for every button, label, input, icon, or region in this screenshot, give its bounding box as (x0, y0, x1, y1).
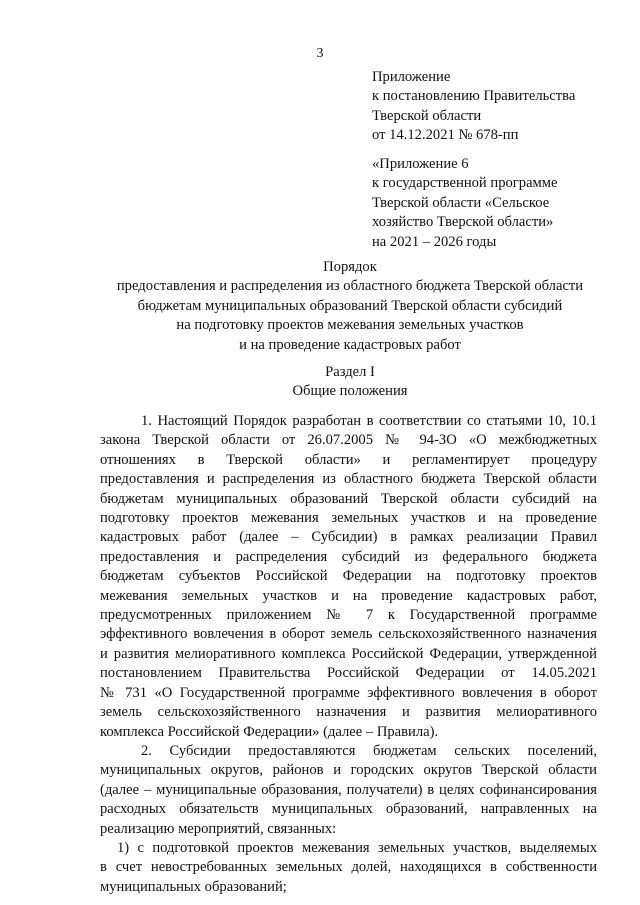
paragraph-line: бюджетам субъектов Российской Федерации на подготовку проектов (100, 568, 597, 585)
paragraph-line: расходных обязательств муниципальных образований, направленных на (100, 801, 597, 818)
attachment-header-line: к постановлению Правительства (372, 88, 576, 105)
title-line: на подготовку проектов межевания земельных участков (176, 317, 524, 334)
paragraph-line: межевания земельных участков и на проведение кадастровых работ, (100, 587, 597, 604)
section-name: Общие положения (292, 383, 408, 400)
attachment-header-line: Приложение (372, 69, 451, 85)
paragraph-line: эффективного вовлечения в оборот земель сельскохозяйственного назначения (100, 626, 597, 643)
paragraph-line: муниципальных округов, районов и городских округов Тверской области (100, 762, 597, 779)
program-attachment-line: на 2021 – 2026 годы (372, 233, 497, 250)
paragraph-line: отношениях в Тверской области» и регламентирует процедуру (100, 451, 597, 468)
paragraph-line: предоставления и распределения субсидий из федерального бюджета (100, 548, 597, 565)
paragraph-line: 1) с подготовкой проектов межевания земельных участков, выделяемых (117, 839, 597, 856)
title-line: Порядок (323, 259, 377, 275)
paragraph-line: постановлением Правительства Российской Федерации от 14.05.2021 (100, 665, 597, 682)
section-heading (60, 363, 640, 402)
paragraph-line: закона Тверской области от 26.07.2005 № 94-ЗО «О межбюджетных (100, 432, 597, 449)
paragraph-line: (далее – муниципальные образования, получатели) в целях софинансирования (100, 781, 597, 798)
program-attachment-line: хозяйство Тверской области» (372, 214, 554, 231)
paragraph-line: муниципальных образований; (100, 878, 287, 895)
attachment-header (372, 68, 612, 146)
document-title (60, 258, 640, 355)
paragraph-line: реализацию мероприятий, связанных: (100, 820, 337, 837)
paragraph-line: комплекса Российской Федерации» (далее – Правила). (100, 723, 439, 740)
body-text (100, 412, 597, 897)
attachment-header-line: Тверской области (372, 107, 482, 124)
paragraph-line: и развития мелиоративного комплекса Российской Федерации, утвержденной (100, 645, 597, 662)
paragraph-line: кадастровых работ (далее – Субсидии) в рамках реализации Правил (100, 529, 597, 546)
paragraph-line: № 731 «О Государственной программе эффективного вовлечения в оборот (100, 684, 597, 701)
paragraph-line: земель сельскохозяйственного назначения и развития мелиоративного (100, 704, 597, 721)
attachment-header-line: от 14.12.2021 № 678-пп (372, 127, 519, 144)
paragraph-line: бюджетам муниципальных образований Тверской области субсидий на (100, 490, 597, 507)
title-line: бюджетам муниципальных образований Тверской области субсидий (137, 297, 563, 314)
paragraph-line: в счет невостребованных земельных долей, находящихся в собственности (100, 859, 597, 876)
program-attachment-line: «Приложение 6 (372, 156, 469, 172)
title-line: и на проведение кадастровых работ (239, 336, 461, 353)
title-line: предоставления и распределения из областного бюджета Тверской области (116, 278, 584, 295)
paragraph-line: 1. Настоящий Порядок разработан в соответствии со статьями 10, 10.1 (141, 413, 597, 429)
paragraph-1 (100, 412, 597, 742)
paragraph-line: 2. Субсидии предоставляются бюджетам сельских поселений, (141, 742, 597, 759)
program-attachment-line: Тверской области «Сельское (372, 194, 550, 211)
paragraph-2-item-1 (100, 839, 597, 897)
section-number: Раздел I (325, 364, 375, 380)
program-attachment (372, 155, 612, 252)
page-number: 3 (316, 46, 324, 61)
paragraph-2 (100, 742, 597, 839)
paragraph-line: предусмотренных приложением № 7 к Государственной программе (100, 607, 597, 624)
paragraph-line: подготовку проектов межевания земельных участков и на проведение (100, 510, 597, 527)
paragraph-line: предоставления и распределения из областного бюджета Тверской области (100, 471, 597, 488)
program-attachment-line: к государственной программе (372, 175, 558, 192)
